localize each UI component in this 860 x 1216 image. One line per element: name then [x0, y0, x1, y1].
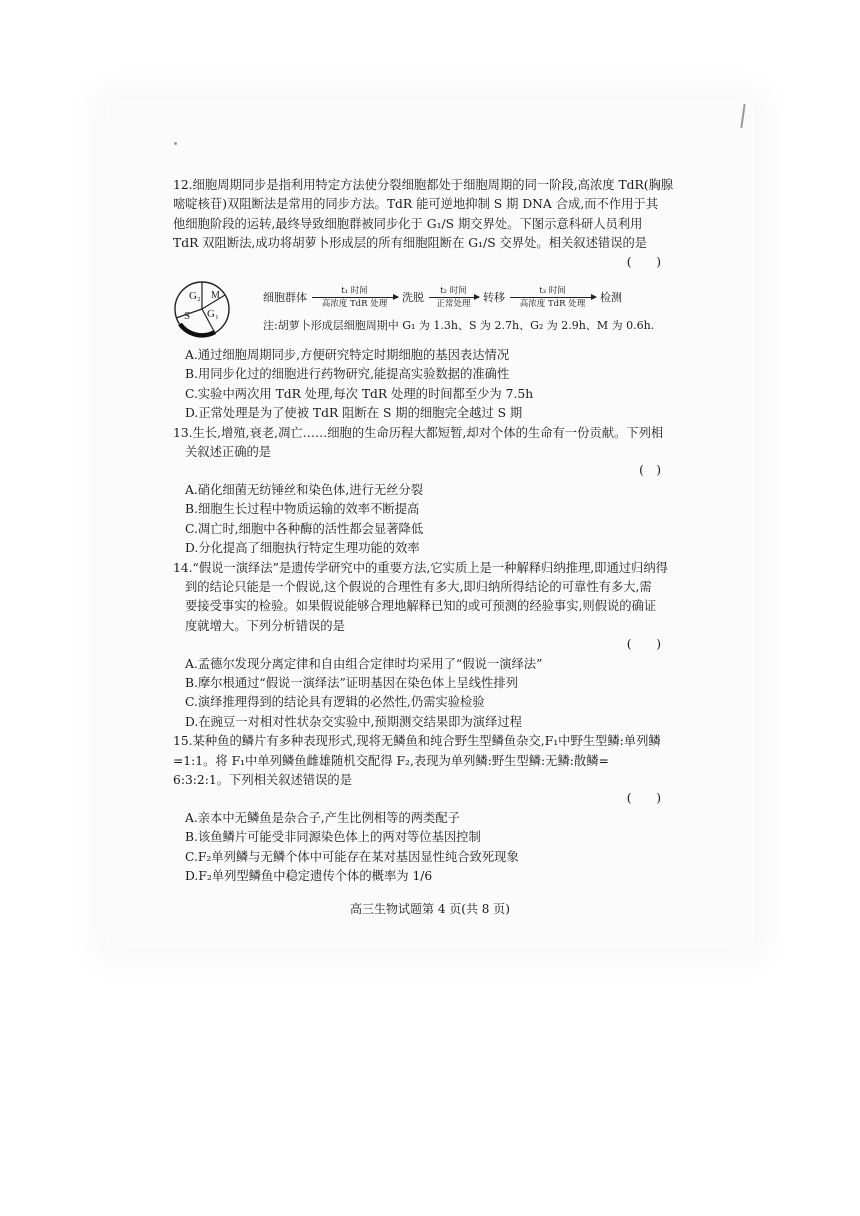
pie-label-s: S [184, 310, 191, 323]
q12-stem-line-4: TdR 双阻断法,成功将胡萝卜形成层的所有细胞阻断在 G₁/S 交界处。相关叙述错误的是 [173, 236, 648, 251]
pie-label-g1: G₁ [207, 308, 219, 321]
arrow-1-line [312, 297, 398, 298]
q14-answer-bracket: ( ) [626, 637, 661, 652]
q12-stem-line-2: 嘧啶核苷)双阻断法是常用的同步方法。TdR 能可逆地抑制 S 期 DNA 合成,而不作用于其 [173, 197, 659, 212]
flow-start: 细胞群体 [263, 290, 307, 304]
page-footer: 高三生物试题第 4 页(共 8 页) [350, 902, 510, 916]
scan-dot [174, 142, 177, 145]
q15-stem-line-1: 15.某种鱼的鳞片有多种表现形式,现将无鳞鱼和纯合野生型鳞鱼杂交,F₁中野生型鳞:单列鳞 [173, 734, 661, 749]
q13-stem-line-2: 关叙述正确的是 [185, 445, 272, 460]
question-13 [173, 424, 693, 559]
q15-answer-bracket: ( ) [626, 791, 661, 806]
q15-option-c: C.F₂单列鳞与无鳞个体中可能存在某对基因显性纯合致死现象 [185, 849, 519, 864]
q14-stem-line-1: 14.“假说一演绎法”是遗传学研究中的重要方法,它实质上是一种解释归纳推理,即通过归纳得 [173, 560, 668, 575]
cell-cycle-pie-diagram [171, 278, 237, 340]
q12-flow-diagram [263, 286, 622, 309]
q12-figure [171, 278, 693, 342]
flow-arrow-2 [429, 286, 479, 309]
q15-option-b: B.该鱼鳞片可能受非同源染色体上的两对等位基因控制 [185, 830, 481, 845]
arrow-3-bottom-label: 高浓度 TdR 处理 [519, 299, 586, 310]
s-phase-thick-arc [180, 324, 215, 335]
q13-option-d: D.分化提高了细胞执行特定生理功能的效率 [185, 541, 420, 556]
q14-option-a: A.孟德尔发现分离定律和自由组合定律时均采用了“假说一演绎法” [185, 656, 543, 671]
arrow-2-top-label: t₂ 时间 [440, 286, 467, 297]
arrow-2-line [429, 297, 479, 298]
q12-figure-note: 注:胡萝卜形成层细胞周期中 G₁ 为 1.3h、S 为 2.7h、G₂ 为 2.9h、M 为 0.6h. [263, 319, 655, 333]
pie-label-m: M [211, 290, 220, 302]
q13-option-b: B.细胞生长过程中物质运输的效率不断提高 [185, 502, 420, 517]
question-12 [173, 176, 693, 424]
q13-option-c: C.凋亡时,细胞中各种酶的活性都会显著降低 [185, 521, 424, 536]
q15-stem-line-3: 6:3:2:1。下列相关叙述错误的是 [173, 772, 352, 787]
q15-option-d: D.F₂单列型鳞鱼中稳定遗传个体的概率为 1/6 [185, 869, 433, 883]
q14-option-b: B.摩尔根通过“假说一演绎法”证明基因在染色体上呈线性排列 [185, 675, 518, 690]
q13-stem-line-1: 13.生长,增殖,衰老,凋亡……细胞的生命历程大都短暂,却对个体的生命有一份贡献。下列相 [173, 425, 664, 440]
arrow-1-bottom-label: 高浓度 TdR 处理 [321, 299, 388, 310]
exam-content [173, 176, 693, 886]
flow-node-transfer: 转移 [483, 290, 505, 304]
q12-option-b: B.用同步化过的细胞进行药物研究,能提高实验数据的准确性 [185, 367, 510, 382]
arrow-3-top-label: t₃ 时间 [539, 286, 566, 297]
flow-arrow-1 [312, 286, 398, 309]
question-15 [173, 732, 693, 886]
q12-option-d: D.正常处理是为了使被 TdR 阻断在 S 期的细胞完全越过 S 期 [185, 406, 523, 421]
q14-stem-line-2: 到的结论只能是一个假说,这个假说的合理性有多大,即归纳所得结论的可靠性有多大,需 [185, 579, 652, 594]
q14-option-d: D.在豌豆一对相对性状杂交实验中,预期测交结果即为演绎过程 [185, 714, 522, 729]
q12-option-a: A.通过细胞周期同步,方便研究特定时期细胞的基因表达情况 [185, 348, 510, 363]
q12-stem-line-1: 12.细胞周期同步是指利用特定方法使分裂细胞都处于细胞周期的同一阶段,高浓度 TdR(胸腺 [173, 178, 674, 192]
q14-stem-line-4: 度就增大。下列分析错误的是 [185, 618, 345, 633]
pie-label-g2: G₂ [189, 290, 201, 303]
arrow-3-line [510, 297, 596, 298]
q13-answer-bracket: ( ) [639, 463, 661, 478]
q13-option-a: A.硝化细菌无纺锤丝和染色体,进行无丝分裂 [185, 482, 424, 497]
q14-option-c: C.演绎推理得到的结论具有逻辑的必然性,仍需实验检验 [185, 695, 485, 710]
arrow-2-bottom-label: 正常处理 [436, 299, 471, 310]
q12-answer-bracket: ( ) [626, 254, 661, 269]
q12-option-c: C.实验中两次用 TdR 处理,每次 TdR 处理的时间都至少为 7.5h [185, 386, 534, 401]
question-14 [173, 559, 693, 733]
flow-node-detect: 检测 [600, 290, 622, 304]
q12-stem-line-3: 他细胞阶段的运转,最终导致细胞群被同步化于 G₁/S 期交界处。下图示意科研人员利用 [173, 216, 643, 231]
arrow-1-top-label: t₁ 时间 [341, 286, 368, 297]
q15-option-a: A.亲本中无鳞鱼是杂合子,产生比例相等的两类配子 [185, 810, 460, 825]
flow-node-washout: 洗脱 [402, 290, 424, 304]
q15-stem-line-2: =1:1。将 F₁中单列鳞鱼雌雄随机交配得 F₂,表现为单列鳞:野生型鳞:无鳞:散鳞= [173, 753, 609, 768]
q14-stem-line-3: 要接受事实的检验。如果假说能够合理地解释已知的或可预测的经验事实,则假说的确证 [185, 599, 657, 614]
flow-arrow-3 [510, 286, 596, 309]
